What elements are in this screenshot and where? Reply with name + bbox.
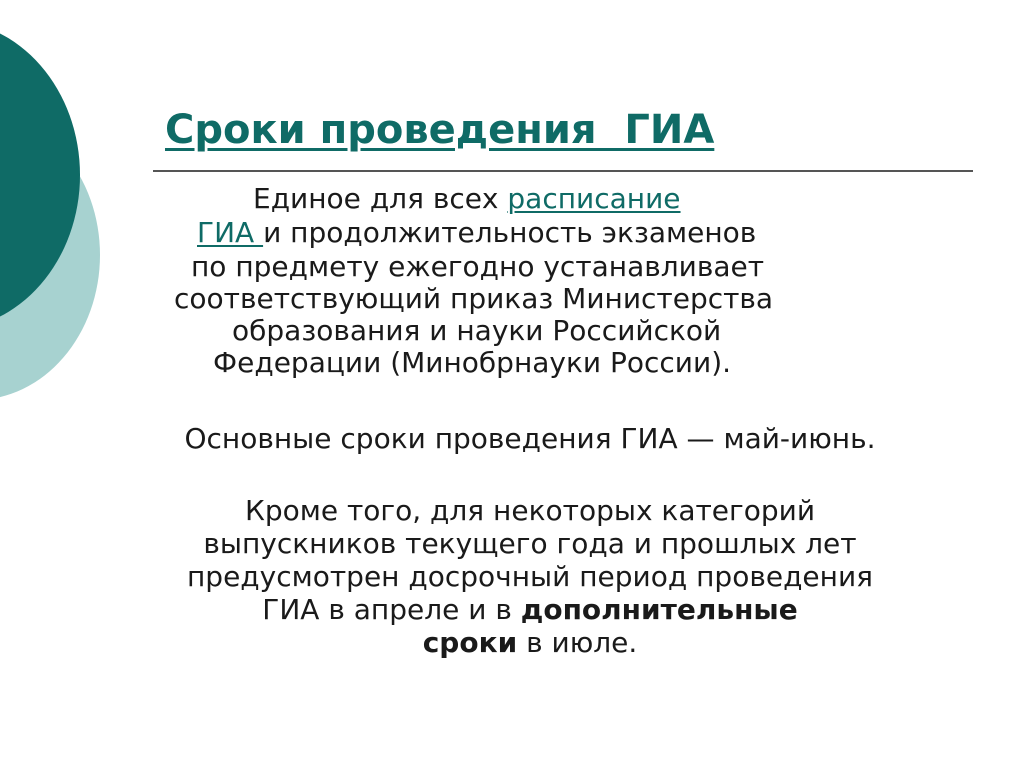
title-divider — [153, 170, 973, 172]
emphasis-text: сроки — [422, 626, 518, 659]
text-span: в июле. — [517, 626, 638, 659]
gia-link[interactable]: ГИА — [197, 216, 264, 249]
paragraph-main-dates: Основные сроки проведения ГИА — май-июнь. — [184, 422, 876, 455]
schedule-link[interactable]: расписание — [507, 182, 681, 215]
text-span: и продолжительность экзаменов — [263, 216, 757, 249]
paragraph-line — [253, 182, 681, 216]
paragraph-line: Федерации (Минобрнауки России). — [213, 346, 732, 379]
paragraph-line: образования и науки Российской — [232, 314, 722, 347]
emphasis-text: дополнительные — [520, 593, 798, 626]
text-span: Кроме того, для некоторых категорий выпускников текущего года и прошлых лет предусмотрен досрочный период проведения ГИА в апреле и в — [186, 494, 873, 626]
paragraph-early-period — [60, 494, 1000, 659]
paragraph-line: соответствующий приказ Министерства — [174, 282, 774, 315]
paragraph-line: по предмету ежегодно устанавливает — [191, 250, 765, 283]
text-span: Единое для всех — [253, 182, 508, 215]
paragraph-line — [197, 216, 756, 250]
slide-title: Сроки проведения ГИА — [165, 107, 715, 153]
